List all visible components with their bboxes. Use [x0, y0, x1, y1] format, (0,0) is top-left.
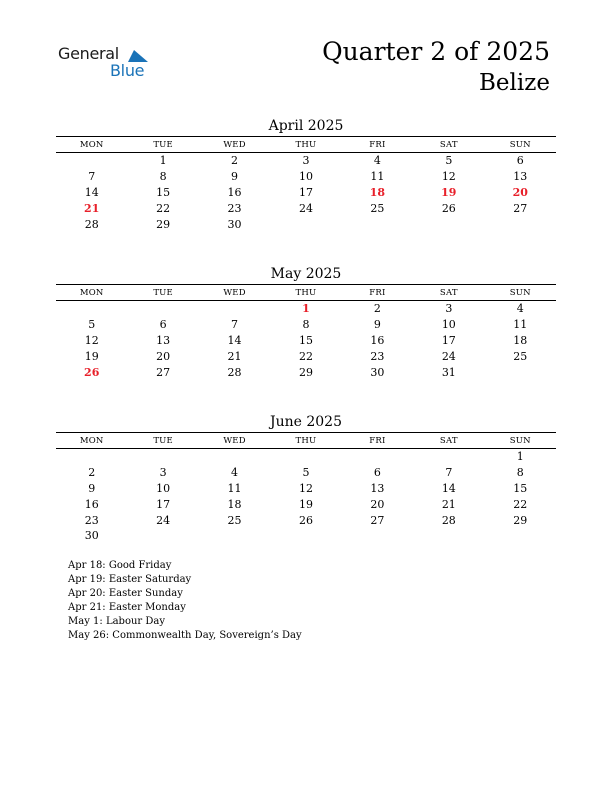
holiday-notes — [68, 559, 302, 644]
day-cell: 10 — [298, 170, 313, 184]
week-row — [56, 528, 556, 544]
day-cell: 30 — [227, 217, 242, 231]
day-cell: 31 — [441, 365, 456, 379]
day-cell: 14 — [227, 333, 242, 347]
week-row — [56, 465, 556, 481]
day-cell: 6 — [516, 154, 524, 168]
day-cell: 9 — [373, 318, 381, 332]
week-row — [56, 496, 556, 512]
day-cell: 15 — [513, 481, 528, 495]
weekday-label: THU — [295, 287, 317, 298]
holiday-note: Apr 19: Easter Saturday — [68, 574, 192, 586]
day-cell: 9 — [88, 481, 96, 495]
day-cell: 1 — [516, 450, 524, 464]
holiday-note: Apr 20: Easter Sunday — [68, 588, 183, 600]
day-cell: 9 — [231, 170, 239, 184]
week-row — [56, 301, 556, 317]
weekday-label: THU — [295, 435, 317, 446]
logo-triangle-icon — [128, 48, 148, 62]
day-cell: 4 — [231, 466, 239, 480]
day-cell: 23 — [370, 349, 385, 363]
weekday-label: FRI — [369, 139, 386, 150]
day-cell: 8 — [159, 170, 167, 184]
day-cell: 16 — [370, 333, 385, 347]
weekday-label: WED — [223, 139, 246, 150]
day-cell: 20 — [512, 185, 528, 199]
week-row — [56, 169, 556, 185]
week-row — [56, 185, 556, 201]
weekday-label: SAT — [439, 435, 458, 446]
page-title: Quarter 2 of 2025 — [322, 37, 550, 66]
day-cell: 27 — [156, 365, 171, 379]
week-row — [56, 449, 556, 465]
day-cell: 7 — [88, 170, 96, 184]
day-cell: 12 — [441, 170, 456, 184]
month-may — [56, 264, 556, 380]
day-cell: 11 — [227, 481, 242, 495]
day-cell: 17 — [441, 333, 456, 347]
day-cell: 2 — [88, 466, 96, 480]
week-row — [56, 512, 556, 528]
day-cell: 7 — [445, 466, 453, 480]
day-cell: 5 — [445, 154, 453, 168]
day-cell: 19 — [441, 185, 457, 199]
day-cell: 7 — [231, 318, 239, 332]
weekday-header — [56, 285, 556, 300]
day-cell: 6 — [373, 466, 381, 480]
holiday-note: May 1: Labour Day — [68, 616, 165, 628]
day-cell: 29 — [513, 513, 528, 527]
day-cell: 2 — [231, 154, 239, 168]
day-cell: 15 — [298, 333, 313, 347]
day-cell: 13 — [370, 481, 385, 495]
holiday-note: May 26: Commonwealth Day, Sovereign’s Day — [68, 630, 302, 642]
day-cell: 13 — [156, 333, 171, 347]
day-cell: 2 — [373, 302, 381, 316]
weekday-label: WED — [223, 287, 246, 298]
weekday-label: SUN — [509, 287, 531, 298]
weekday-label: THU — [295, 139, 317, 150]
weekday-label: MON — [79, 287, 104, 298]
day-cell: 28 — [441, 513, 456, 527]
day-cell: 22 — [298, 349, 313, 363]
weekday-label: MON — [79, 139, 104, 150]
day-cell: 3 — [445, 302, 453, 316]
day-cell: 13 — [513, 170, 528, 184]
weekday-label: MON — [79, 435, 104, 446]
weekday-label: TUE — [153, 287, 173, 298]
week-row — [56, 317, 556, 333]
day-cell: 14 — [84, 185, 99, 199]
weekday-label: SAT — [439, 139, 458, 150]
day-cell: 21 — [227, 349, 242, 363]
logo — [58, 44, 158, 80]
day-cell: 24 — [441, 349, 456, 363]
day-cell: 30 — [84, 529, 99, 543]
month-june — [56, 412, 556, 544]
weekday-label: FRI — [369, 287, 386, 298]
day-cell: 24 — [298, 201, 313, 215]
day-cell: 12 — [84, 333, 99, 347]
weekday-label: SUN — [509, 435, 531, 446]
day-cell: 16 — [84, 497, 99, 511]
weekday-header — [56, 433, 556, 448]
month-title: April 2025 — [268, 118, 344, 134]
logo-text-blue: Blue — [110, 61, 145, 80]
weekday-label: SAT — [439, 287, 458, 298]
day-cell: 6 — [159, 318, 167, 332]
logo-text-general: General — [58, 44, 119, 63]
day-cell: 4 — [373, 154, 381, 168]
month-title: June 2025 — [269, 414, 342, 430]
day-cell: 25 — [370, 201, 385, 215]
week-row — [56, 200, 556, 216]
day-cell: 26 — [441, 201, 456, 215]
day-cell: 28 — [227, 365, 242, 379]
month-april — [56, 116, 556, 232]
day-cell: 3 — [159, 466, 167, 480]
day-cell: 11 — [370, 170, 385, 184]
week-row — [56, 481, 556, 497]
day-cell: 29 — [298, 365, 313, 379]
day-cell: 1 — [302, 302, 310, 316]
week-row — [56, 216, 556, 232]
day-cell: 10 — [156, 481, 171, 495]
week-row — [56, 153, 556, 169]
weekday-label: TUE — [153, 435, 173, 446]
day-cell: 23 — [84, 513, 99, 527]
day-cell: 26 — [84, 365, 100, 379]
day-cell: 16 — [227, 185, 242, 199]
day-cell: 20 — [370, 497, 385, 511]
weekday-label: WED — [223, 435, 246, 446]
week-row — [56, 364, 556, 380]
day-cell: 10 — [441, 318, 456, 332]
day-cell: 11 — [513, 318, 528, 332]
weekday-label: SUN — [509, 139, 531, 150]
day-cell: 18 — [369, 185, 386, 199]
day-cell: 24 — [156, 513, 171, 527]
holiday-note: Apr 21: Easter Monday — [68, 602, 186, 614]
holiday-note: Apr 18: Good Friday — [68, 560, 172, 571]
day-cell: 15 — [156, 185, 171, 199]
day-cell: 18 — [513, 333, 528, 347]
day-cell: 14 — [441, 481, 456, 495]
day-cell: 21 — [441, 497, 456, 511]
day-cell: 25 — [227, 513, 242, 527]
week-row — [56, 348, 556, 364]
country-name: Belize — [479, 70, 550, 96]
day-cell: 19 — [298, 497, 313, 511]
weekday-label: FRI — [369, 435, 386, 446]
day-cell: 22 — [156, 201, 171, 215]
day-cell: 27 — [370, 513, 385, 527]
day-cell: 17 — [298, 185, 313, 199]
day-cell: 27 — [513, 201, 528, 215]
day-cell: 18 — [227, 497, 242, 511]
day-cell: 5 — [88, 318, 96, 332]
week-row — [56, 333, 556, 349]
day-cell: 3 — [302, 154, 310, 168]
day-cell: 29 — [156, 217, 171, 231]
day-cell: 26 — [298, 513, 313, 527]
day-cell: 23 — [227, 201, 242, 215]
weekday-label: TUE — [153, 139, 173, 150]
weekday-header — [56, 137, 556, 152]
day-cell: 22 — [513, 497, 528, 511]
day-cell: 17 — [156, 497, 171, 511]
day-cell: 4 — [516, 302, 524, 316]
day-cell: 28 — [84, 217, 99, 231]
day-cell: 1 — [159, 154, 167, 168]
day-cell: 8 — [302, 318, 310, 332]
day-cell: 5 — [302, 466, 310, 480]
day-cell: 25 — [513, 349, 528, 363]
day-cell: 20 — [156, 349, 171, 363]
day-cell: 30 — [370, 365, 385, 379]
day-cell: 19 — [84, 349, 99, 363]
day-cell: 8 — [516, 466, 524, 480]
day-cell: 21 — [84, 201, 100, 215]
day-cell: 12 — [298, 481, 313, 495]
month-title: May 2025 — [270, 266, 342, 282]
